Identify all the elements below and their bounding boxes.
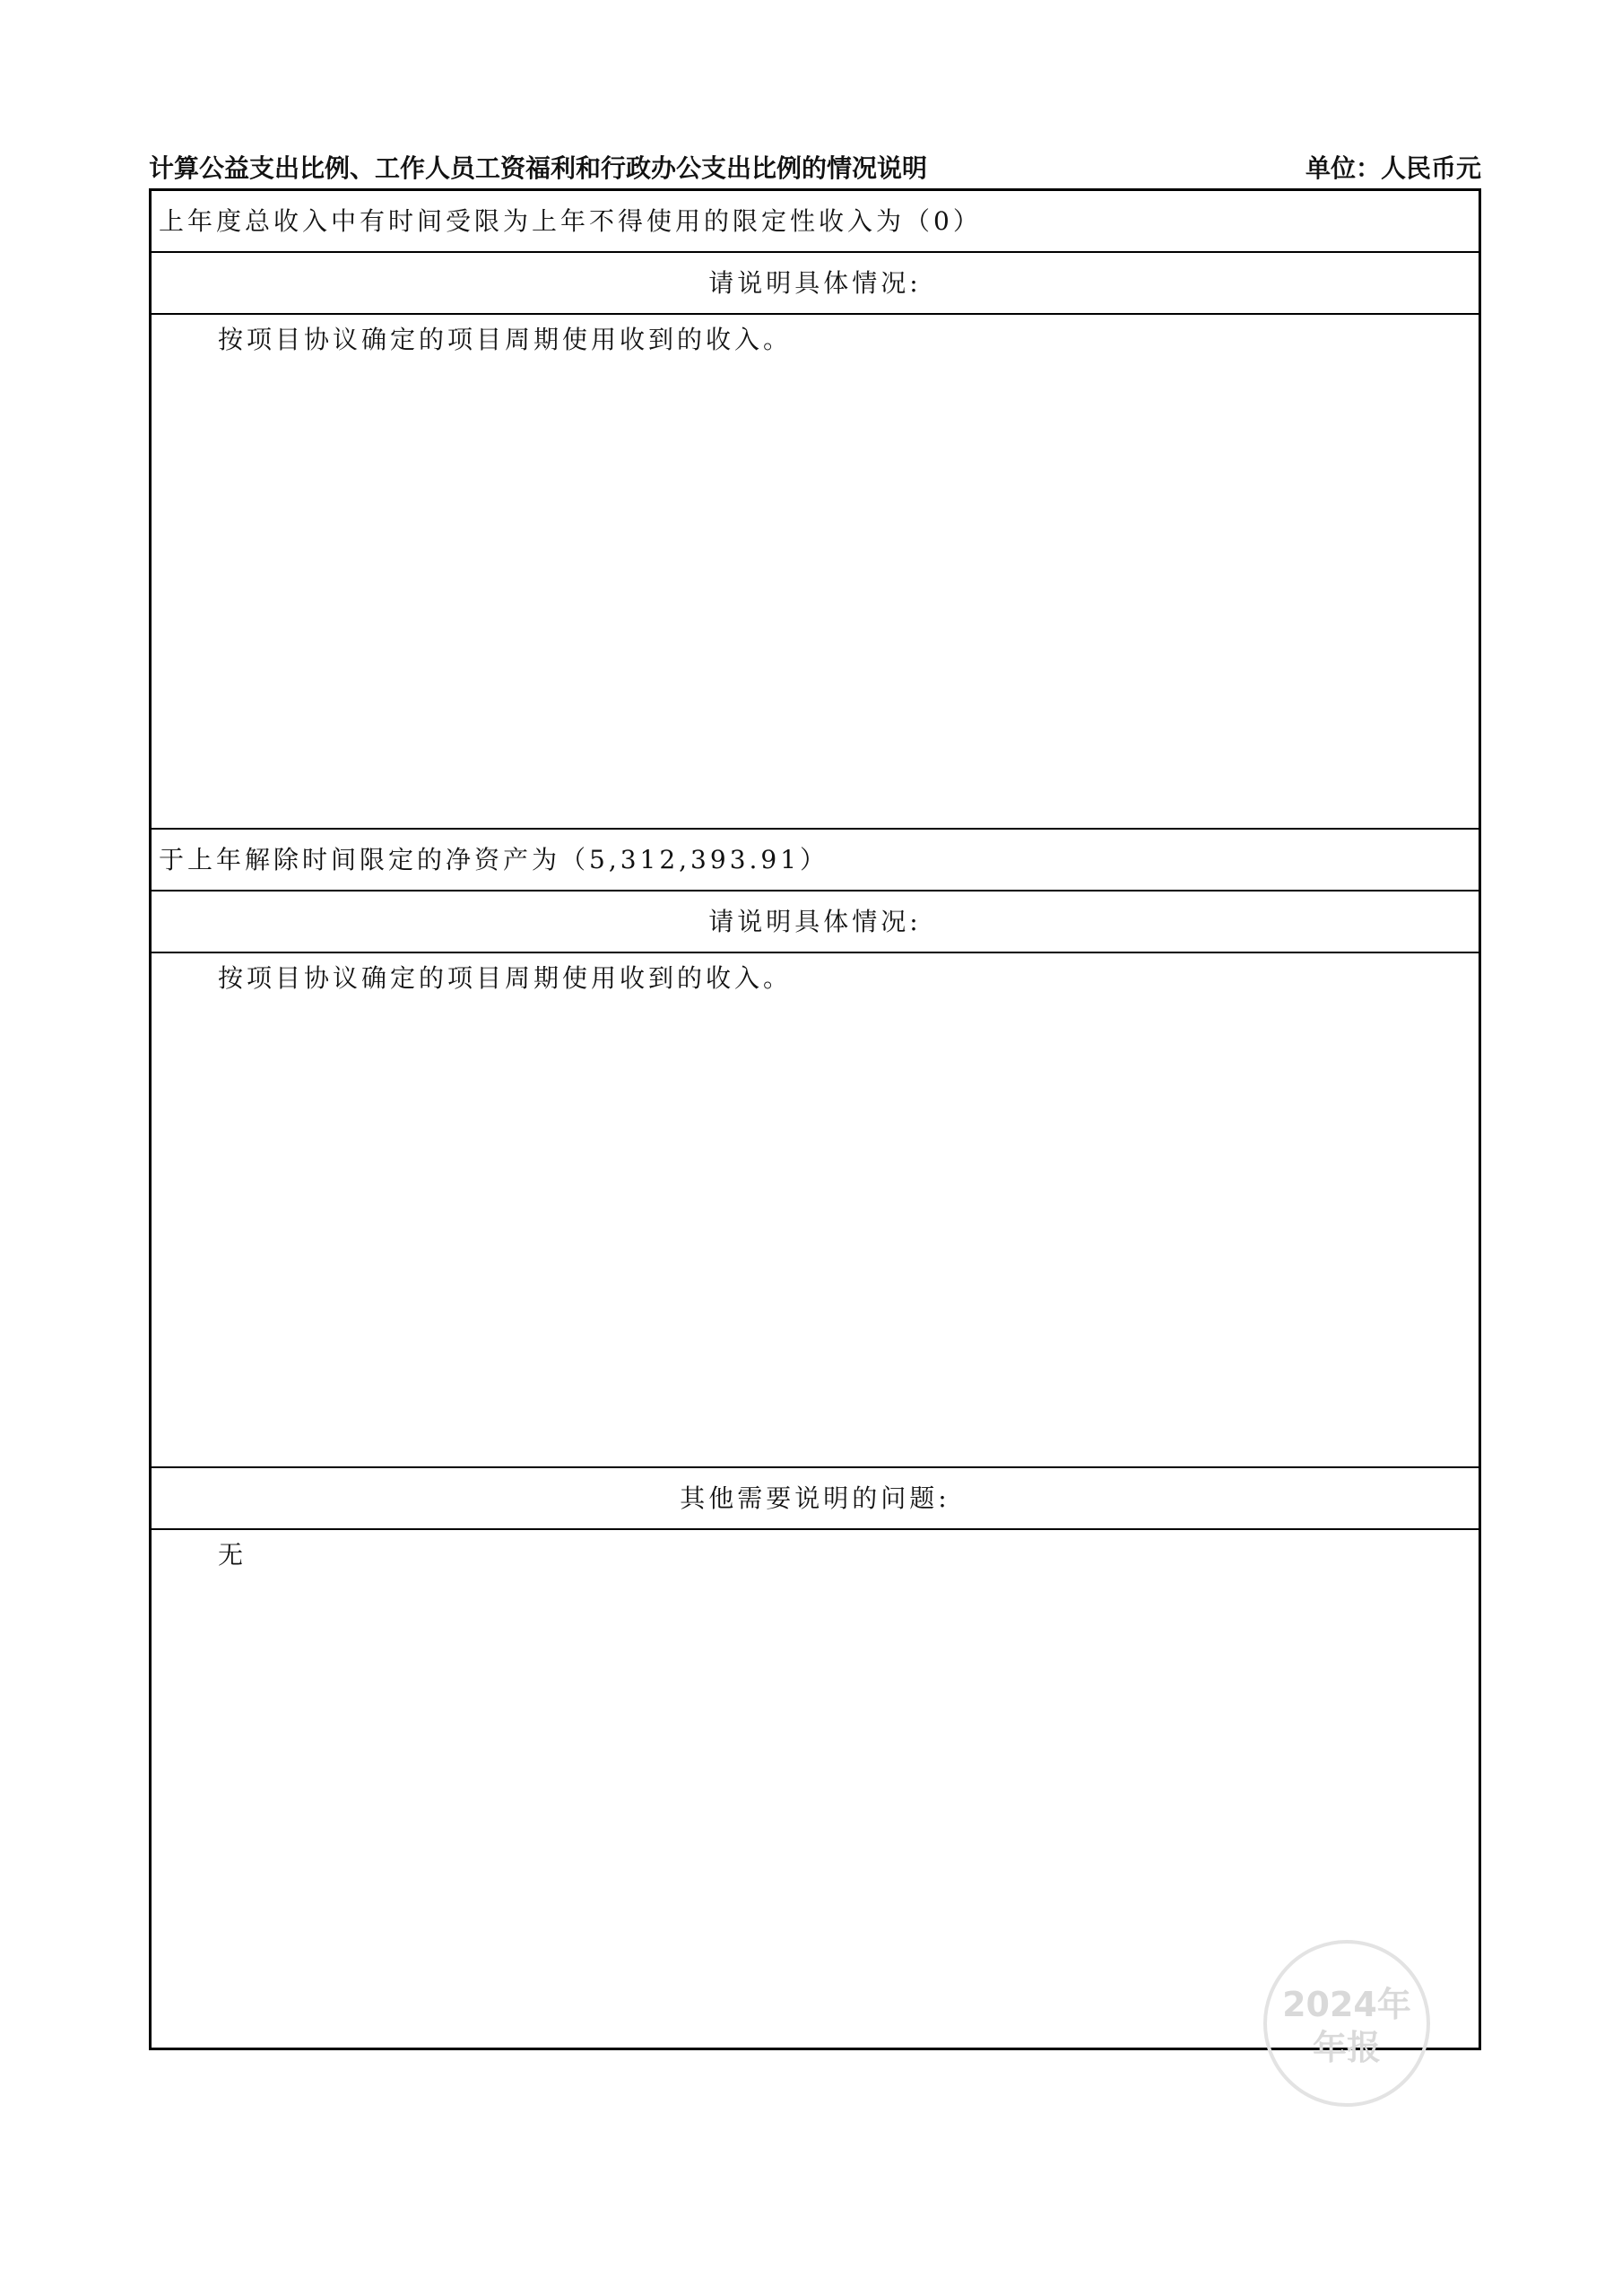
restricted-income-explanation-text: 按项目协议确定的项目周期使用收到的收入。: [218, 325, 793, 354]
restricted-income-explanation: [152, 315, 1479, 830]
currency-unit-label: 单位：人民币元: [1305, 153, 1481, 183]
explanation-form-table: [149, 188, 1481, 2050]
annual-report-watermark-stamp: [1263, 1940, 1430, 2107]
document-title: 计算公益支出比例、工作人员工资福利和行政办公支出比例的情况说明: [149, 153, 928, 183]
released-net-assets-prompt: 请说明具体情况:: [152, 891, 1479, 953]
page-header: [149, 151, 1481, 187]
stamp-report-text: 年报: [1312, 2028, 1381, 2067]
restricted-income-prompt: 请说明具体情况:: [152, 253, 1479, 315]
released-net-assets-label: 于上年解除时间限定的净资产为（5,312,393.91）: [152, 830, 1479, 891]
released-net-assets-explanation-text: 按项目协议确定的项目周期使用收到的收入。: [218, 963, 793, 993]
restricted-income-label: 上年度总收入中有时间受限为上年不得使用的限定性收入为（0）: [152, 191, 1479, 253]
stamp-year-text: 2024年: [1282, 1985, 1411, 2024]
other-issues-prompt: 其他需要说明的问题:: [152, 1468, 1479, 1530]
released-net-assets-explanation: [152, 953, 1479, 1468]
other-issues-explanation: [152, 1530, 1479, 2048]
other-issues-explanation-text: 无: [218, 1540, 247, 1570]
